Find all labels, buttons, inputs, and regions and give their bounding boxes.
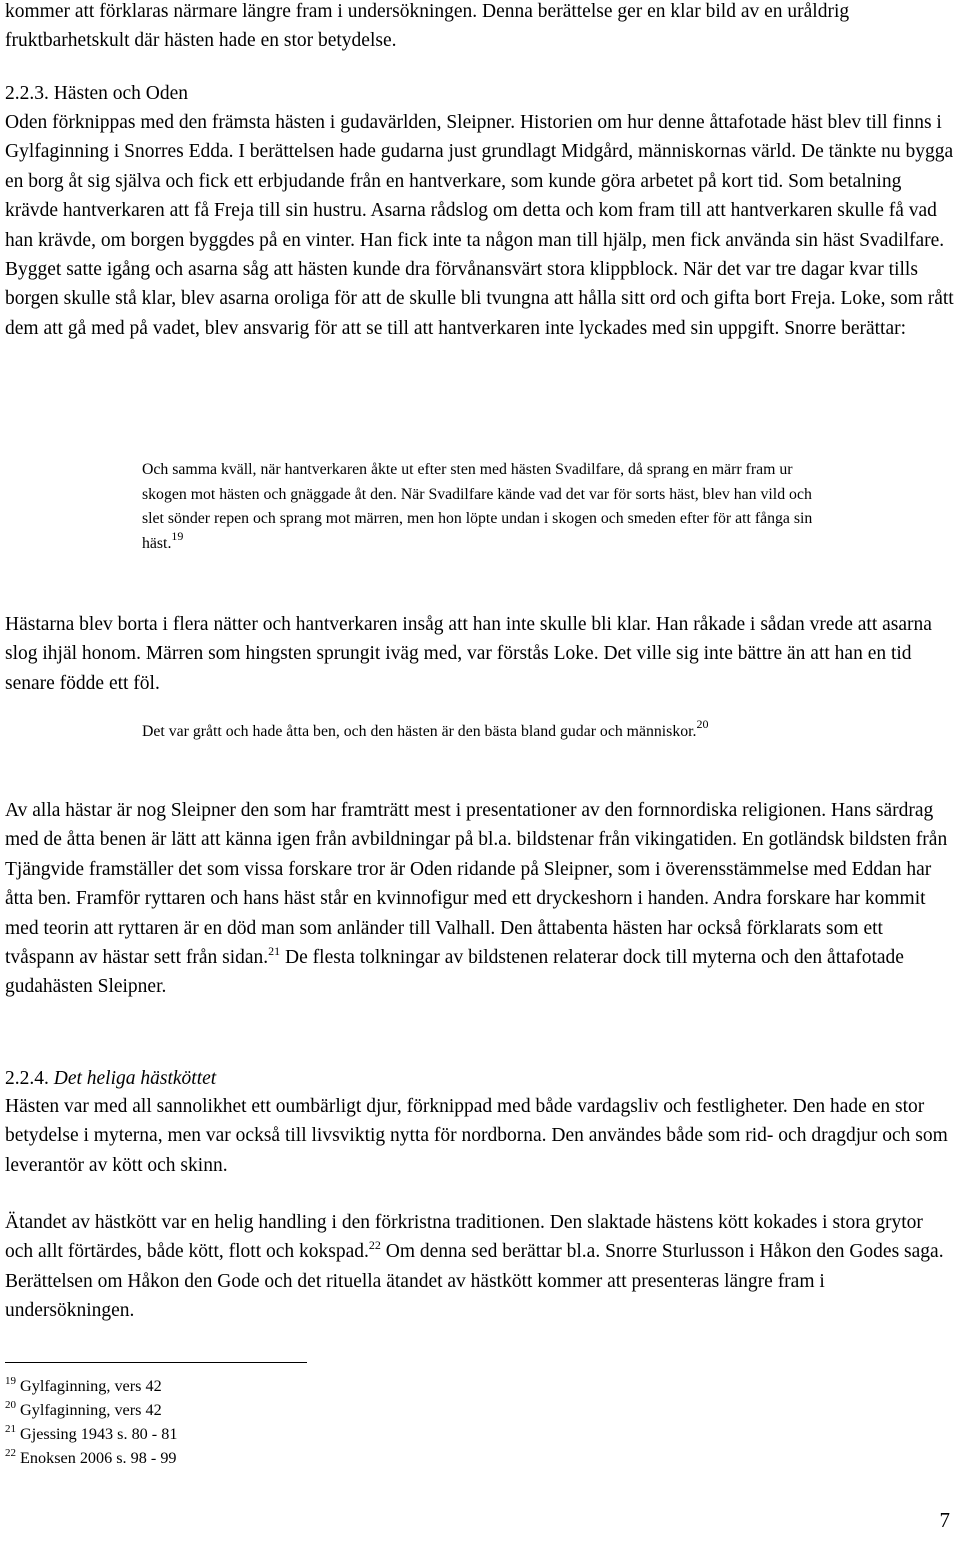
section-223-paragraph-2	[5, 610, 955, 698]
intro-text: kommer att förklaras närmare längre fram i undersökningen. Denna berättelse ger en klar bild av en uråldrig fruktbarhetskult där hästen hade en stor betydelse.	[5, 1, 850, 52]
footnote-ref-22[interactable]: 22	[368, 1238, 381, 1253]
footnote-number: 20	[5, 1399, 16, 1411]
paragraph-text	[5, 1208, 955, 1326]
footnote-text: Gjessing 1943 s. 80 - 81	[20, 1425, 178, 1443]
footnote-separator	[5, 1362, 307, 1363]
section-223-heading: 2.2.3. Hästen och Oden	[5, 83, 189, 104]
intro-paragraph	[5, 0, 955, 56]
paragraph-text-part-b: De flesta tolkningar av bildstenen relaterar dock till myterna och den åttafotade gudahästen Sleipner.	[5, 947, 904, 998]
footnote-number: 21	[5, 1423, 16, 1435]
page-number: 7	[939, 1508, 950, 1532]
quote-text: Det var grått och hade åtta ben, och den hästen är den bästa bland gudar och människor.	[142, 723, 697, 740]
footnote-item	[5, 1422, 177, 1446]
footnote-number: 19	[5, 1375, 16, 1387]
footnote-item	[5, 1446, 177, 1470]
section-heading-224	[5, 1064, 955, 1093]
paragraph-text: Hästen var med all sannolikhet ett oumbärligt djur, förknippad med både vardagsliv och festligheter. Den hade en stor betydelse i myterna, men var också till livsviktig nytta för nordborna. Den användes både som rid- och dragdjur och som leverantör av kött och skinn.	[5, 1096, 948, 1176]
footnote-ref-19[interactable]: 19	[171, 528, 184, 543]
footnote-item	[5, 1374, 177, 1398]
footnote-item	[5, 1398, 177, 1422]
footnote-ref-21[interactable]: 21	[268, 944, 281, 959]
section-224-paragraph-1	[5, 1092, 955, 1180]
footnotes	[5, 1374, 177, 1470]
section-223-paragraph-3	[5, 796, 955, 1002]
quote-text: Och samma kväll, när hantverkaren åkte ut efter sten med hästen Svadilfare, då sprang en märr fram ur skogen mot hästen och gnäggade åt den. När Svadilfare kände vad det var för sorts häst, blev han vild och slet sönder repen och sprang mot märren, men hon löpte undan i skogen och smeden efter för att fånga sin häst.	[142, 461, 813, 552]
footnote-number: 22	[5, 1447, 16, 1459]
footnote-ref-20[interactable]: 20	[696, 717, 709, 731]
section-224-number: 2.2.4.	[5, 1068, 49, 1089]
paragraph-text-part-a: Ätandet av hästkött var en helig handling i den förkristna traditionen. Den slaktade hästens kött kokades i stora grytor och allt förtärdes, både kött, flott och kokspad.	[5, 1212, 923, 1263]
footnote-text: Gylfaginning, vers 42	[20, 1377, 162, 1395]
section-223-paragraph-1	[5, 108, 955, 343]
section-224-paragraph-2	[5, 1208, 955, 1326]
block-quote-2	[142, 717, 822, 745]
section-heading-223	[5, 79, 955, 108]
paragraph-text: Hästarna blev borta i flera nätter och hantverkaren insåg att han inte skulle bli klar. Han råkade i sådan vrede att asarna slog ihjäl honom. Märren som hingsten sprungit iväg med, var förstås Loke. Det ville sig inte bättre än att han en tid senare födde ett föl.	[5, 614, 932, 694]
paragraph-text-part-b: Om denna sed berättar bl.a. Snorre Sturlusson i Håkon den Godes saga. Berättelsen om Håkon den Gode och det rituella ätandet av hästkött kommer att presenteras längre fram i undersökningen.	[5, 1241, 944, 1322]
paragraph-text: Oden förknippas med den främsta hästen i gudavärlden, Sleipner. Historien om hur denne åttafotade häst blev till finns i Gylfaginning i Snorres Edda. I berättelsen hade gudarna just grundlagt Midgård, människornas värld. De tänkte nu bygga en borg åt sig själva och fick ett erbjudande från en hantverkare, som kunde göra arbetet på kort tid. Som betalning krävde hantverkaren att få Freja till sin hustru. Asarna rådslog om detta och kom fram till att hantverkaren skulle få vad han krävde, om borgen byggdes på en vinter. Han fick inte ta någon man till hjälp, men fick använda sin häst Svadilfare. Bygget satte igång och asarna såg att hästen kunde dra förvånansvärt stora klippblock. När det var tre dagar kvar tills borgen skulle stå klar, blev asarna oroliga för att de skulle bli tvungna att hålla sitt ord och gifta bort Freja. Loke, som rått dem att gå med på vadet, blev ansvarig för att se till att hantverkaren inte lyckades med sin uppgift. Snorre berättar:	[5, 112, 954, 339]
block-quote-1	[142, 458, 822, 556]
section-224-title: Det heliga hästköttet	[53, 1068, 217, 1089]
footnote-text: Enoksen 2006 s. 98 - 99	[20, 1449, 177, 1467]
paragraph-text	[5, 796, 955, 1002]
paragraph-text-part-a: Av alla hästar är nog Sleipner den som har framträtt mest i presentationer av den fornnordiska religionen. Hans särdrag med de åtta benen är lätt att känna igen från avbildningar på bl.a. bildstenar från vikingatiden. En gotländsk bildsten från Tjängvide framställer det som vissa forskare tror är Oden ridande på Sleipner, som i överensstämmelse med Eddan har åtta ben. Framför ryttaren och hans häst står en kvinnofigur med ett dryckeshorn i handen. Andra forskare har kommit med teorin att ryttaren är en död man som anländer till Valhall. Den åttabenta hästen har också förklarats som ett tvåspann av hästar sett från sidan.	[5, 800, 948, 969]
footnote-text: Gylfaginning, vers 42	[20, 1401, 162, 1419]
